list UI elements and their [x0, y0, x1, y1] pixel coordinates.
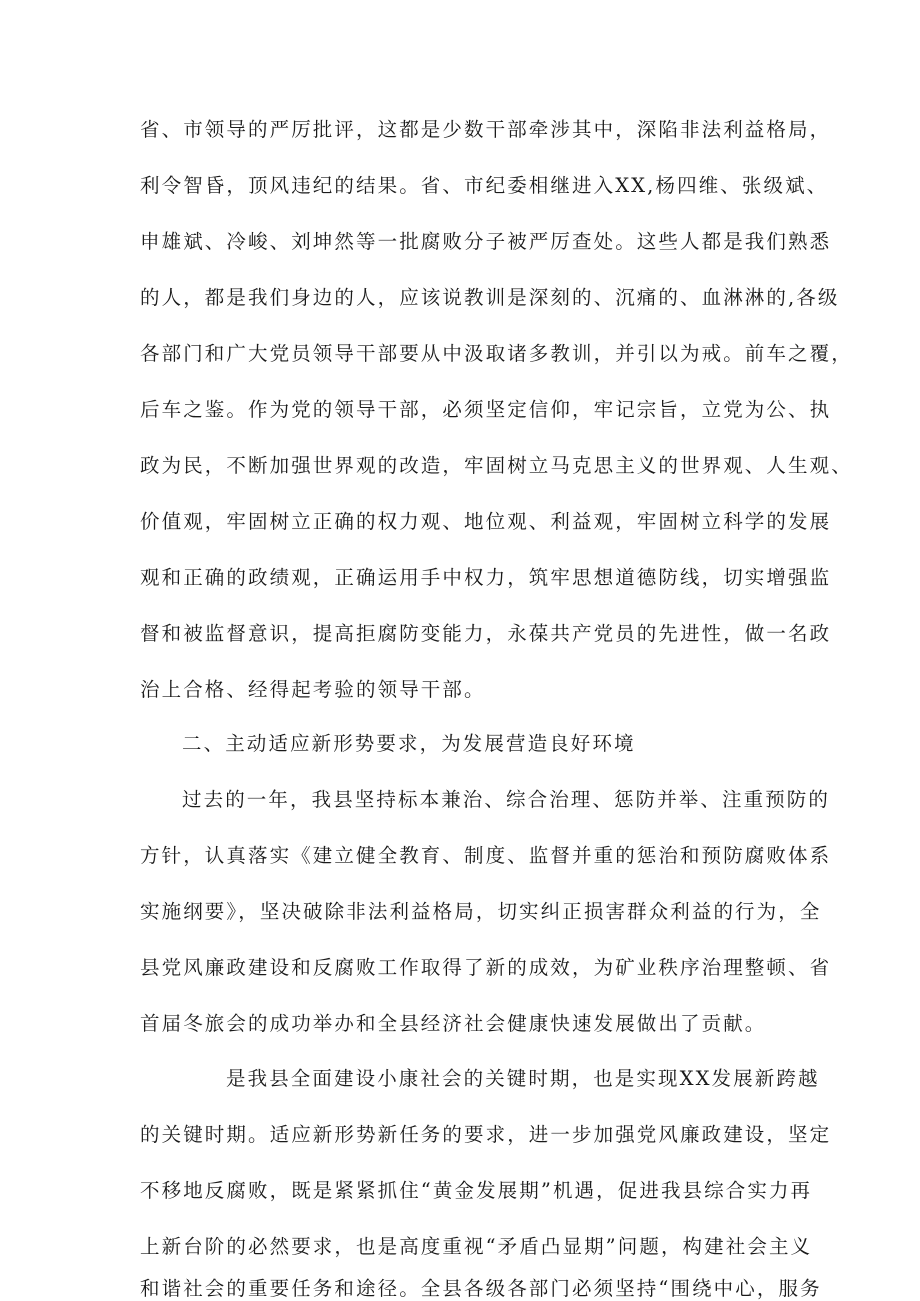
text-line: 价值观，牢固树立正确的权力观、地位观、利益观，牢固树立科学的发展 — [140, 510, 832, 533]
text-line: 和谐社会的重要任务和途径。全县各级各部门必须坚持“围绕中心，服务 — [140, 1277, 822, 1300]
text-line: 政为民，不断加强世界观的改造，牢固树立马克思主义的世界观、人生观、 — [140, 454, 853, 477]
text-line: 后车之鉴。作为党的领导干部，必须坚定信仰，牢记宗旨，立党为公、执 — [140, 398, 832, 421]
text-line: 方针，认真落实《建立健全教育、制度、监督并重的惩治和预防腐败体系 — [140, 844, 832, 867]
text-line: 省、市领导的严厉批评，这都是少数干部牵涉其中，深陷非法利益格局， — [140, 118, 832, 141]
text-line: 不移地反腐败，既是紧紧抓住“黄金发展期”机遇，促进我县综合实力再 — [140, 1179, 813, 1202]
text-line: 实施纲要》，坚决破除非法利益格局，切实纠正损害群众利益的行为，全 — [140, 900, 822, 923]
text-line: 治上合格、经得起考验的领导干部。 — [140, 678, 486, 701]
text-line: 上新台阶的必然要求，也是高度重视“矛盾凸显期”问题，构建社会主义 — [140, 1235, 813, 1258]
section-heading: 二、主动适应新形势要求，为发展营造良好环境 — [182, 732, 636, 755]
text-line: 的人，都是我们身边的人，应该说教训是深刻的、沉痛的、血淋淋的,各级 — [140, 286, 840, 309]
text-line: 利令智昏，顶风违纪的结果。省、市纪委相继进入XX,杨四维、张级斌、 — [140, 174, 829, 197]
text-line: 首届冬旅会的成功举办和全县经济社会健康快速发展做出了贡献。 — [140, 1012, 767, 1035]
text-line: 各部门和广大党员领导干部要从中汲取诸多教训，并引以为戒。前车之覆， — [140, 342, 853, 365]
text-line: 申雄斌、冷峻、刘坤然等一批腐败分子被严厉查处。这些人都是我们熟悉 — [140, 230, 832, 253]
text-line: 督和被监督意识，提高拒腐防变能力，永葆共产党员的先进性，做一名政 — [140, 622, 832, 645]
text-line: 观和正确的政绩观，正确运用手中权力，筑牢思想道德防线，切实增强监 — [140, 566, 832, 589]
text-line: 县党风廉政建设和反腐败工作取得了新的成效，为矿业秩序治理整顿、省 — [140, 956, 832, 979]
text-line: 的关键时期。适应新形势新任务的要求，进一步加强党风廉政建设，坚定 — [140, 1123, 832, 1146]
text-line: 是我县全面建设小康社会的关键时期，也是实现XX发展新跨越 — [226, 1067, 820, 1090]
text-line: 过去的一年，我县坚持标本兼治、综合治理、惩防并举、注重预防的 — [182, 788, 831, 811]
